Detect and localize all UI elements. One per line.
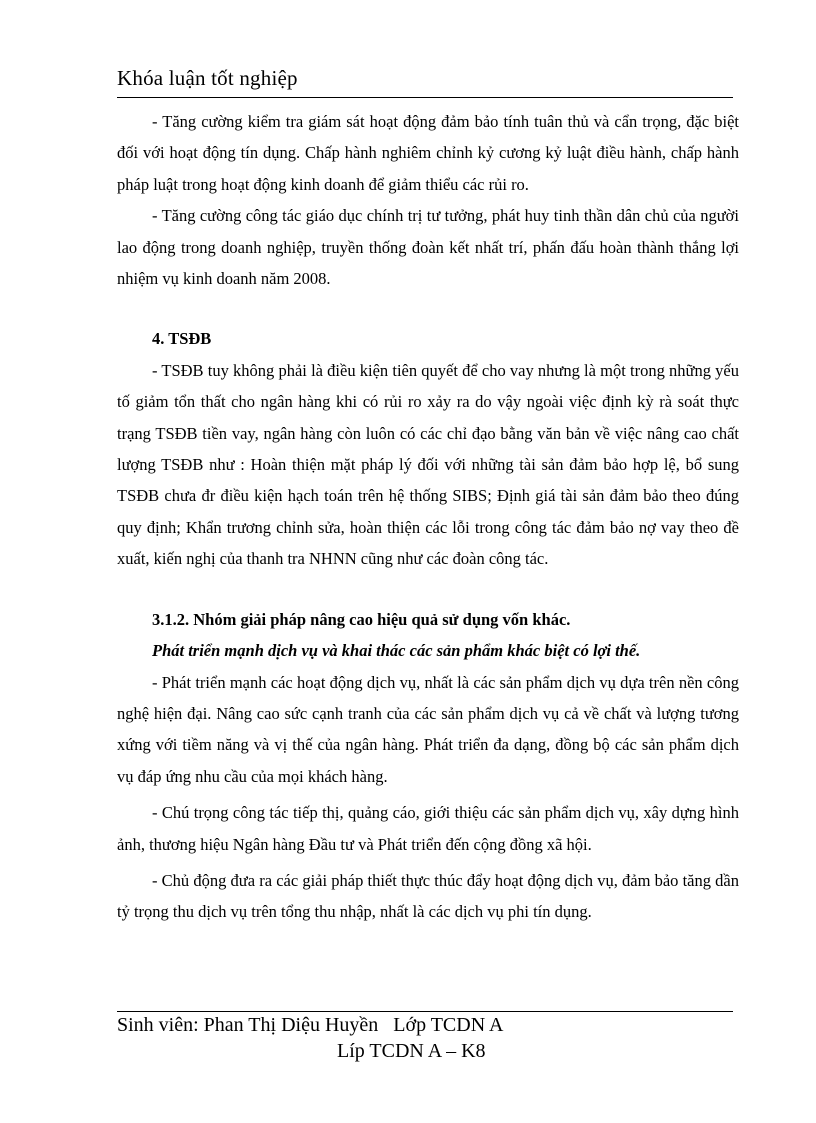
footer-student-info: Sinh viên: Phan Thị Diệu Huyền Lớp TCDN A (117, 1014, 504, 1036)
document-body (117, 106, 739, 928)
section-subheading-services: Phát triển mạnh dịch vụ và khai thác các sản phẩm khác biệt có lợi thế. (152, 641, 641, 661)
paragraph-proactive-solutions: - Chủ động đưa ra các giải pháp thiết thực thúc đẩy hoạt động dịch vụ, đảm bảo tăng dần tỷ trọng thu dịch vụ trên tổng thu nhập, nhất là các dịch vụ phi tín dụng. (117, 870, 739, 922)
paragraph-supervision: - Tăng cường kiểm tra giám sát hoạt động đảm bảo tính tuân thủ và cẩn trọng, đặc biệt đối với hoạt động tín dụng. Chấp hành nghiêm chỉnh kỷ cương kỷ luật điều hành, chấp hành pháp luật trong hoạt động kinh doanh để giảm thiểu các rủi ro. (117, 112, 739, 194)
section-heading-3-1-2: 3.1.2. Nhóm giải pháp nâng cao hiệu quả sử dụng vốn khác. (152, 609, 571, 629)
page-header-title: Khóa luận tốt nghiệp (117, 66, 298, 90)
paragraph-tsdb: - TSĐB tuy không phải là điều kiện tiên quyết để cho vay nhưng là một trong những yếu tố giảm tổn thất cho ngân hàng khi có rủi ro xảy ra do vậy ngoài việc định kỳ rà soát thực trạng TSĐB tiền vay, ngân hàng còn luôn có các chỉ đạo bằng văn bản về việc nâng cao chất lượng TSĐB như : Hoàn thiện mặt pháp lý đối với những tài sản đảm bảo hợp lệ, bổ sung TSĐB chưa đr điều kiện hạch toán trên hệ thống SIBS; Định giá tài sản đảm bảo theo đúng quy định; Khẩn trương chỉnh sửa, hoàn thiện các lỗi trong công tác đảm bảo nợ vay theo đề xuất, kiến nghị của thanh tra NHNN cũng như các đoàn công tác. (117, 360, 739, 569)
footer-divider (117, 1011, 733, 1012)
paragraph-marketing: - Chú trọng công tác tiếp thị, quảng cáo, giới thiệu các sản phẩm dịch vụ, xây dựng hình ảnh, thương hiệu Ngân hàng Đầu tư và Phát triển đến cộng đồng xã hội. (117, 803, 739, 854)
paragraph-develop-services: - Phát triển mạnh các hoạt động dịch vụ, nhất là các sản phẩm dịch vụ dựa trên nền công nghệ hiện đại. Nâng cao sức cạnh tranh của các sản phẩm dịch vụ cả về chất và lượng tương xứng với tiềm năng và vị thế của ngân hàng. Phát triển đa dạng, đồng bộ các sản phẩm dịch vụ đáp ứng nhu cầu của mọi khách hàng. (117, 672, 739, 786)
footer-class-info: Líp TCDN A – K8 (337, 1040, 486, 1062)
section-heading-tsdb: 4. TSĐB (152, 329, 212, 349)
paragraph-political-education: - Tăng cường công tác giáo dục chính trị tư tưởng, phát huy tinh thần dân chủ của người lao động trong doanh nghiệp, truyền thống đoàn kết nhất trí, phấn đấu hoàn thành thắng lợi nhiệm vụ kinh doanh năm 2008. (117, 206, 739, 289)
header-divider (117, 97, 733, 98)
